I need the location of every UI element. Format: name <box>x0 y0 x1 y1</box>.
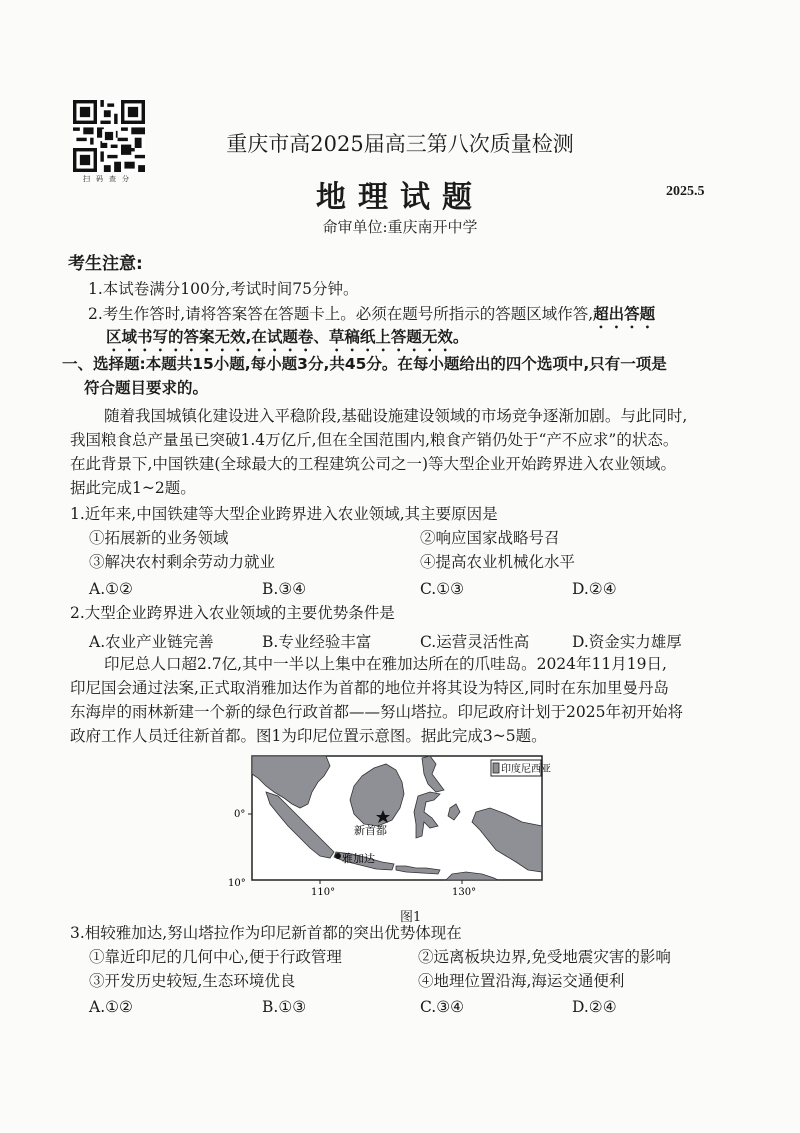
q2-option-c[interactable]: C.运营灵活性高 <box>420 633 530 651</box>
page-title: 地理试题 <box>316 180 484 215</box>
jakarta-label: 雅加达 <box>342 852 375 865</box>
q3-option-c[interactable]: C.③④ <box>420 998 465 1016</box>
q2-option-d[interactable]: D.资金实力雄厚 <box>572 633 682 651</box>
q3-statement-2: ②远离板块边界,免受地震灾害的影响 <box>418 948 671 966</box>
q1-statement-1: ①拓展新的业务领域 <box>89 529 229 547</box>
q2-option-b[interactable]: B.专业经验丰富 <box>262 633 372 651</box>
passage2-line3: 东海岸的雨林新建一个新的绿色行政首都——努山塔拉。印尼政府计划于2025年初开始将 <box>70 703 683 721</box>
section-heading-cont: 符合题目要求的。 <box>84 379 209 397</box>
latitude-0-label: 0° <box>234 809 246 820</box>
notice-item-2-c: 区域书写的答案无效 <box>106 328 246 346</box>
legend-swatch <box>493 763 499 773</box>
exam-date: 2025.5 <box>666 184 705 199</box>
q3-statement-1: ①靠近印尼的几何中心,便于行政管理 <box>89 948 342 966</box>
notice-item-2-a: 2.考生作答时,请将答案答在答题卡上。必须在题号所指示的答题区域作答, <box>88 305 594 323</box>
passage1-line4: 据此完成1~2题。 <box>70 479 196 497</box>
new-capital-label: 新首都 <box>354 824 387 837</box>
q3-statement-4: ④地理位置沿海,海运交通便利 <box>418 972 625 990</box>
passage1-line3: 在此背景下,中国铁建(全球最大的工程建筑公司之一)等大型企业开始跨界进入农业领域。 <box>70 455 677 473</box>
exam-series: 重庆市高2025届高三第八次质量检测 <box>226 132 574 156</box>
issuing-unit: 命审单位:重庆南开中学 <box>322 218 478 236</box>
q1-stem: 1.近年来,中国铁建等大型企业跨界进入农业领域,其主要原因是 <box>70 505 498 523</box>
longitude-110-label: 110° <box>311 887 336 898</box>
notice-item-2-b: 超出答题 <box>593 305 656 323</box>
q3-statement-3: ③开发历史较短,生态环境优良 <box>89 972 296 990</box>
passage1-line1: 随着我国城镇化建设进入平稳阶段,基础设施建设领域的市场竞争逐渐加剧。与此同时, <box>104 407 688 425</box>
q1-statement-2: ②响应国家战略号召 <box>420 529 560 547</box>
q3-option-b[interactable]: B.①③ <box>262 998 307 1016</box>
q1-option-c[interactable]: C.①③ <box>420 580 465 598</box>
passage2-line2: 印尼国会通过法案,正式取消雅加达作为首都的地位并将其设为特区,同时在东加里曼丹岛 <box>70 679 669 697</box>
q1-statement-3: ③解决农村剩余劳动力就业 <box>89 553 276 571</box>
passage2-line4: 政府工作人员迁往新首都。图1为印尼位置示意图。据此完成3~5题。 <box>70 727 547 745</box>
q1-statement-4: ④提高农业机械化水平 <box>420 553 576 571</box>
figure-caption: 图1 <box>400 910 422 925</box>
notice-heading: 考生注意: <box>68 254 143 274</box>
section-heading: 一、选择题:本题共15小题,每小题3分,共45分。在每小题给出的四个选项中,只有一项是 <box>62 355 667 373</box>
longitude-130-label: 130° <box>452 887 477 898</box>
jakarta-marker <box>335 853 341 859</box>
q1-option-b[interactable]: B.③④ <box>262 580 307 598</box>
q2-stem: 2.大型企业跨界进入农业领域的主要优势条件是 <box>70 604 395 622</box>
q3-stem: 3.相较雅加达,努山塔拉作为印尼新首都的突出优势体现在 <box>70 924 462 942</box>
q1-option-a[interactable]: A.①② <box>89 580 133 598</box>
notice-item-2-e: 在试题卷、草稿纸上答题无效 <box>251 328 453 346</box>
q3-option-a[interactable]: A.①② <box>89 998 133 1016</box>
notice-item-2-d: , <box>245 328 252 346</box>
passage2-line1: 印尼总人口超2.7亿,其中一半以上集中在雅加达所在的爪哇岛。2024年11月19日, <box>104 655 667 673</box>
indonesia-location-map <box>226 752 551 898</box>
notice-item-1: 1.本试卷满分100分,考试时间75分钟。 <box>88 280 359 298</box>
notice-item-2-cont <box>106 328 468 355</box>
q2-option-a[interactable]: A.农业产业链完善 <box>89 633 214 651</box>
q1-option-d[interactable]: D.②④ <box>572 580 617 598</box>
legend-label: 印度尼西亚 <box>501 764 551 775</box>
qr-caption: 扫码查分 <box>83 175 135 183</box>
passage1-line2: 我国粮食总产量虽已突破1.4万亿斤,但在全国范围内,粮食产销仍处于“产不应求”的状态。 <box>70 431 679 449</box>
notice-item-2-f: 。 <box>452 328 469 346</box>
latitude-10-label: 10° <box>228 878 246 889</box>
q3-option-d[interactable]: D.②④ <box>572 998 617 1016</box>
